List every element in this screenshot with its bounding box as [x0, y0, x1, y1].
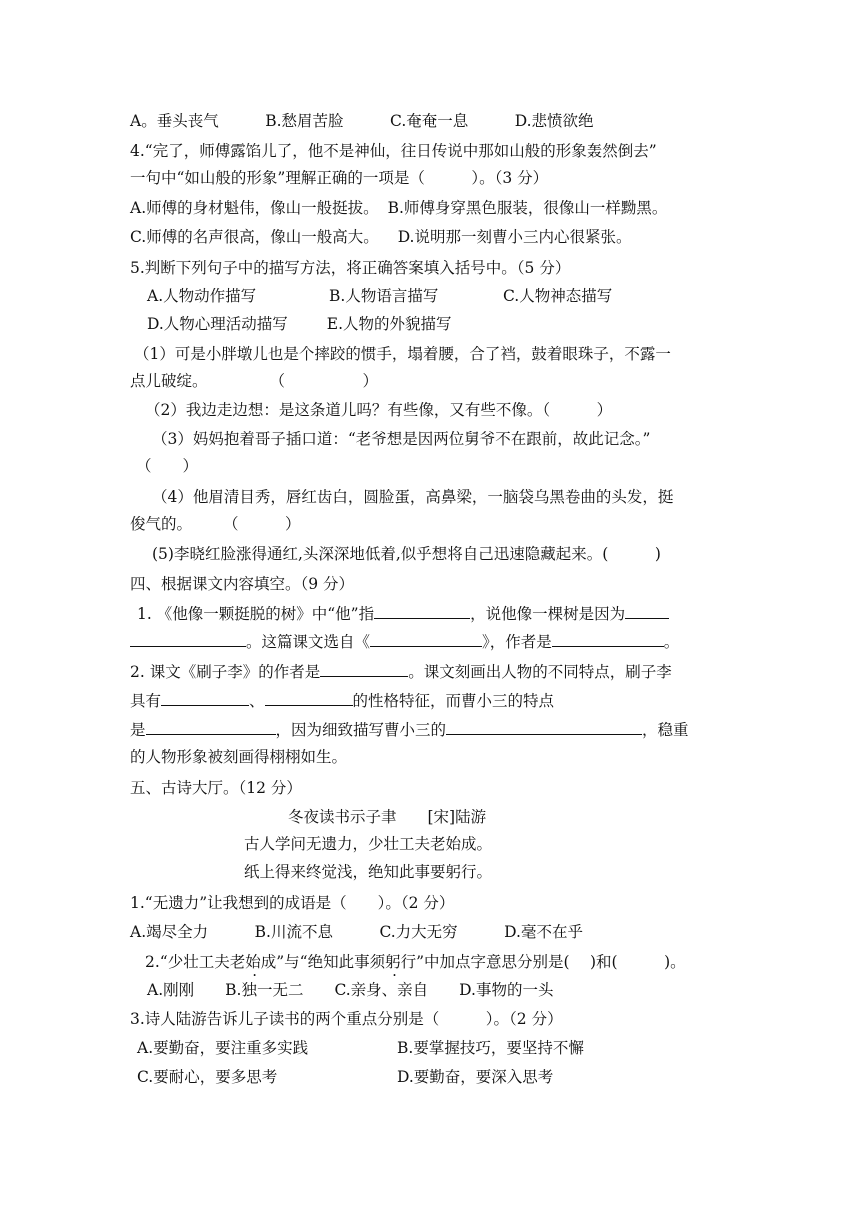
sec4-q2-line3 — [130, 719, 689, 741]
sec5-q3-option-c: C.要耐心，要多思考 — [137, 1068, 278, 1086]
q4-options-cd — [130, 226, 632, 248]
q5-option-e: E.人物的外貌描写 — [326, 315, 452, 333]
sec4-q1-text-b: ，说他像一棵树是因为 — [470, 605, 626, 623]
q5-option-d: D.人物心理活动描写 — [147, 315, 288, 333]
sec4-q2-text-a: 2. 课文《刷子李》的作者是 — [130, 663, 321, 681]
sec5-q1: 1.“无遗力”让我想到的成语是（ ）。（2 分） — [130, 894, 455, 912]
sec5-q3: 3.诗人陆游告诉儿子读书的两个重点分别是（ ）。（2 分） — [130, 1010, 563, 1028]
sec4-q1-text-e: 。 — [663, 633, 680, 651]
sec5-q3-option-a: A.要勤奋，要注重多实践 — [137, 1039, 309, 1057]
blank-who[interactable] — [374, 603, 470, 619]
blank-caoxiaosan-detail[interactable] — [446, 719, 642, 735]
sec4-q1-text-d: 》，作者是 — [482, 633, 552, 651]
sec5-q2 — [145, 951, 686, 973]
q5-option-a: A.人物动作描写 — [147, 287, 257, 305]
q5-option-b: B.人物语言描写 — [329, 287, 439, 305]
sec4-q2-text-c: 具有 — [130, 692, 162, 710]
q5-sentence-2: （2）我边走边想：是这条道儿吗？有些像，又有些不像。（ ） — [145, 401, 613, 419]
blank-source[interactable] — [370, 631, 482, 647]
q5-sentence-4b: 俊气的。 （ ） — [130, 515, 301, 533]
q5-sentence-4a: （4）他眉清目秀，唇红齿白，圆脸蛋，高鼻梁，一脑袋乌黑卷曲的头发，挺 — [152, 488, 674, 506]
poem-line-2: 纸上得来终觉浅，绝知此事要躬行。 — [244, 863, 493, 881]
sec4-q2-text-g: ，因为细致描写曹小三的 — [275, 721, 447, 739]
sec4-q2-line2 — [130, 690, 554, 712]
section-5-title: 五、古诗大厅。（12 分） — [130, 779, 302, 797]
q4-line2: 一句中“如山般的形象”理解正确的一项是（ ）。（3 分） — [130, 169, 549, 187]
sec4-q2-text-b: 。课文刻画出人物的不同特点，刷子李 — [408, 663, 672, 681]
sec5-q3-option-b: B.要掌握技巧，要坚持不懈 — [397, 1039, 584, 1057]
q4-options-ab — [130, 197, 667, 219]
q4-option-d: D.说明那一刻曹小三内心很紧张。 — [397, 228, 632, 246]
sec4-q2-text-d: 、 — [249, 692, 265, 710]
sec4-q1-text-c: 。这篇课文选自《 — [246, 633, 371, 651]
sec4-q2-line1 — [130, 661, 672, 683]
q4-line1: 4.“完了，师傅露馅儿了，他不是神仙，往日传说中那如山般的形象轰然倒去” — [130, 142, 657, 160]
emphasis-char-shi: 始 — [245, 953, 261, 971]
blank-trait-1[interactable] — [161, 690, 249, 706]
sec5-q1-options: A.竭尽全力 B.川流不息 C.力大无穷 D.毫不在乎 — [130, 923, 583, 941]
sec5-q2-options: A.刚刚 B.独一无二 C.亲身、亲自 D.事物的一头 — [147, 981, 554, 999]
sec4-q2-line4: 的人物形象被刻画得栩栩如生。 — [130, 748, 348, 766]
sec5-q2-mid: 成”与“绝知此事须 — [260, 953, 386, 971]
blank-reason-cont[interactable] — [130, 631, 246, 647]
q5-sentence-1a: （1）可是小胖墩儿也是个摔跤的惯手，塌着腰，合了裆，鼓着眼珠子，不露一 — [134, 345, 671, 363]
blank-reason[interactable] — [625, 603, 669, 619]
q4-option-a: A.师傅的身材魁伟，像山一般挺拔。 — [130, 199, 379, 217]
q5-sentence-3b: （ ） — [136, 457, 199, 475]
q5-sentence-3a: （3）妈妈抱着哥子插口道：“老爷想是因两位舅爷不在跟前，故此记念。” — [152, 430, 651, 448]
sec4-q1-line2 — [130, 631, 679, 653]
sec5-q2-pre: 2.“少壮工夫老 — [145, 953, 246, 971]
blank-trait-2[interactable] — [265, 690, 353, 706]
poem-title: 冬夜读书示子聿 [宋]陆游 — [288, 808, 487, 826]
sec4-q2-text-h: ，稳重 — [642, 721, 689, 739]
q4-option-b: B.师傅身穿黑色服装，很像山一样黝黑。 — [387, 199, 668, 217]
blank-author[interactable] — [552, 631, 664, 647]
emphasis-char-gong: 躬 — [385, 953, 401, 971]
q5-title: 5.判断下列句子中的描写方法，将正确答案填入括号中。（5 分） — [130, 259, 571, 277]
q3-options: A。垂头丧气 B.愁眉苦脸 C.奄奄一息 D.悲愤欲绝 — [130, 112, 594, 130]
sec4-q2-text-f: 是 — [130, 721, 146, 739]
q5-options-row2 — [147, 313, 452, 335]
blank-shuazili-author[interactable] — [320, 661, 408, 677]
q5-option-c: C.人物神态描写 — [503, 287, 613, 305]
q5-sentence-1b: 点儿破绽。 （ ） — [130, 372, 379, 390]
sec4-q2-text-e: 的性格特征，而曹小三的特点 — [352, 692, 555, 710]
q5-sentence-5: (5)李晓红脸涨得通红,头深深地低着,似乎想将自己迅速隐藏起来。( ) — [152, 545, 661, 563]
blank-caoxiaosan-trait[interactable] — [146, 719, 276, 735]
sec5-q3-options-row2 — [137, 1066, 554, 1088]
q4-option-c: C.师傅的名声很高，像山一般高大。 — [130, 228, 379, 246]
section-4-title: 四、根据课文内容填空。（9 分） — [130, 575, 355, 593]
sec4-q1-text-a: 1. 《他像一颗挺脱的树》中“他”指 — [137, 605, 375, 623]
q5-options-row1 — [147, 285, 613, 307]
sec5-q3-option-d: D.要勤奋，要深入思考 — [397, 1068, 554, 1086]
poem-line-1: 古人学问无遗力，少壮工夫老始成。 — [244, 835, 493, 853]
sec4-q1-line1 — [137, 603, 669, 625]
sec5-q2-post: 行”中加点字意思分别是( )和( )。 — [400, 953, 686, 971]
sec5-q3-options-row1 — [137, 1037, 584, 1059]
